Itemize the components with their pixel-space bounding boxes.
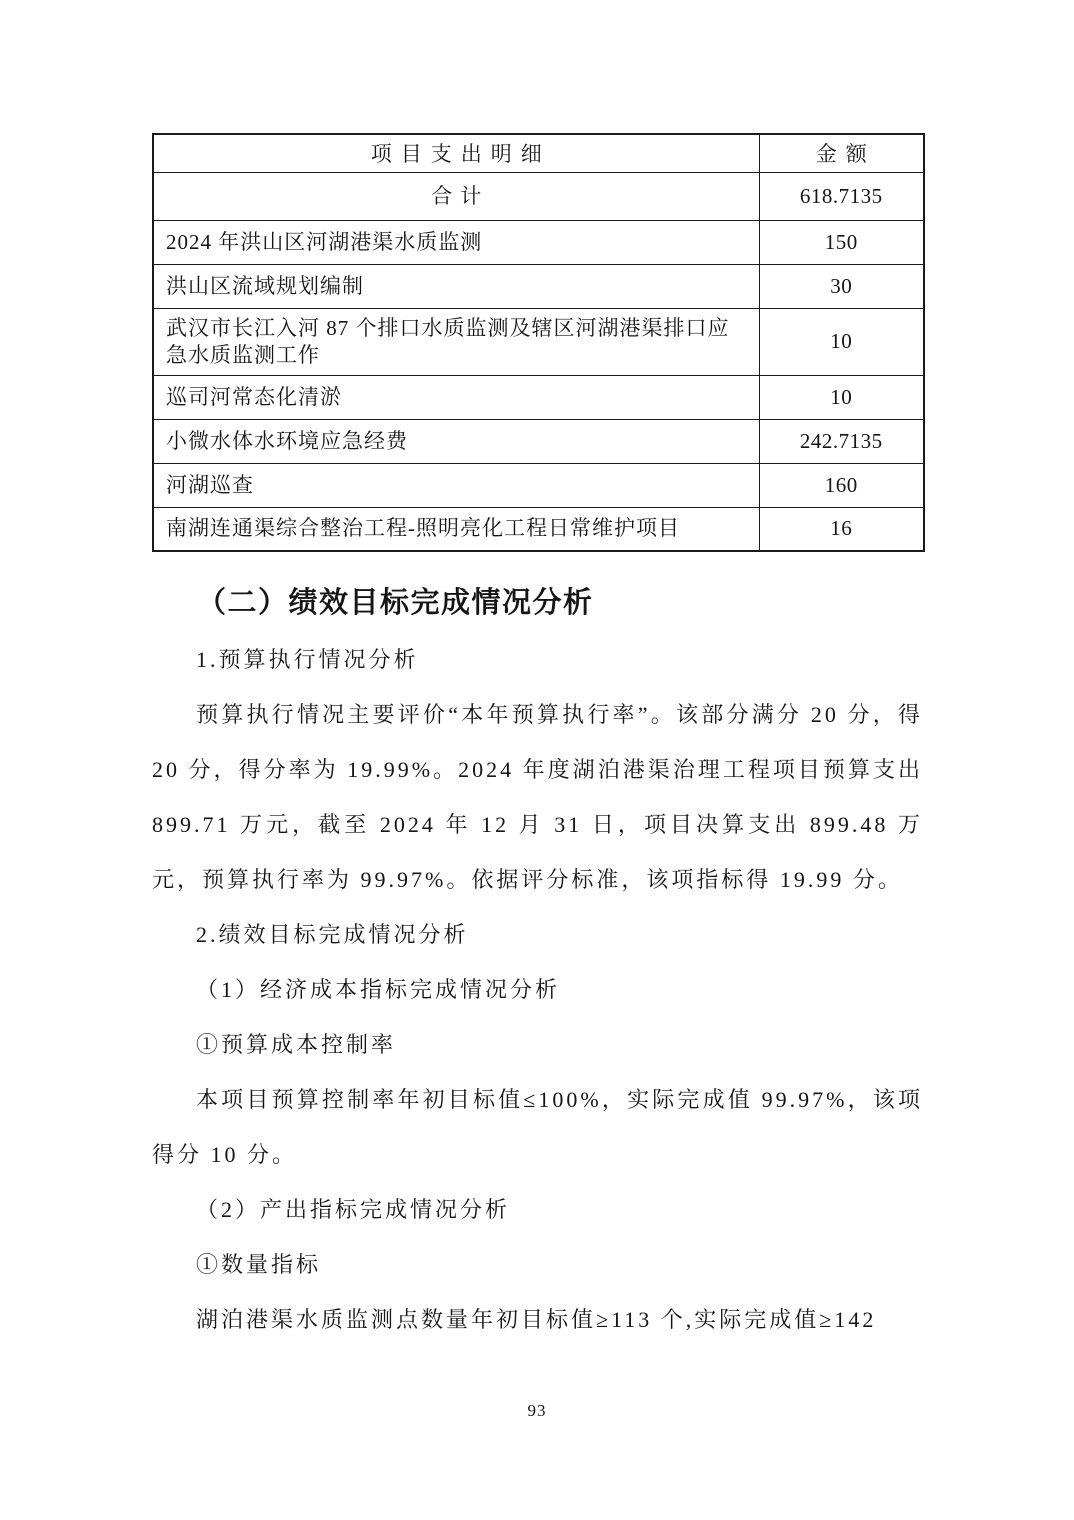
row-label: 小微水体水环境应急经费 xyxy=(153,419,759,463)
row-label: 2024 年洪山区河湖港渠水质监测 xyxy=(153,220,759,264)
row-amount: 10 xyxy=(759,375,924,419)
expense-detail-table xyxy=(152,133,925,552)
row-label: 巡司河常态化清淤 xyxy=(153,375,759,419)
row-label: 河湖巡查 xyxy=(153,463,759,507)
document-content xyxy=(152,133,923,1347)
item2-heading: 2.绩效目标完成情况分析 xyxy=(196,922,469,947)
table-row xyxy=(153,264,924,308)
table-header-row xyxy=(153,134,924,172)
page-number: 93 xyxy=(527,1401,547,1420)
table-row xyxy=(153,220,924,264)
table-row xyxy=(153,419,924,463)
table-row xyxy=(153,507,924,551)
row-label: 洪山区流域规划编制 xyxy=(153,264,759,308)
row-label: 武汉市长江入河 87 个排口水质监测及辖区河湖港渠排口应急水质监测工作 xyxy=(153,308,759,375)
row-label: 南湖连通渠综合整治工程-照明亮化工程日常维护项目 xyxy=(153,507,759,551)
row-amount: 242.7135 xyxy=(759,419,924,463)
table-row xyxy=(153,308,924,375)
indicator1-heading: ①预算成本控制率 xyxy=(196,1032,397,1057)
total-amount: 618.7135 xyxy=(759,172,924,220)
row-amount: 150 xyxy=(759,220,924,264)
sub1-heading: （1）经济成本指标完成情况分析 xyxy=(196,977,561,1002)
sub2-heading: （2）产出指标完成情况分析 xyxy=(196,1197,511,1222)
row-amount: 30 xyxy=(759,264,924,308)
table-row xyxy=(153,375,924,419)
column-header-detail: 项目支出明细 xyxy=(153,134,759,172)
analysis-section xyxy=(152,574,923,1347)
row-amount: 10 xyxy=(759,308,924,375)
table-row xyxy=(153,463,924,507)
total-label: 合计 xyxy=(153,172,759,220)
table-total-row xyxy=(153,172,924,220)
row-amount: 16 xyxy=(759,507,924,551)
paragraph-cost-control: 本项目预算控制率年初目标值≤100%，实际完成值 99.97%，该项得分 10 分。 xyxy=(152,1087,923,1167)
indicator2-heading: ①数量指标 xyxy=(196,1252,322,1277)
column-header-amount: 金额 xyxy=(759,134,924,172)
paragraph-budget-execution: 预算执行情况主要评价“本年预算执行率”。该部分满分 20 分，得 20 分，得分率为 19.99%。2024 年度湖泊港渠治理工程项目预算支出 899.71 万元，截至 2024 年 12 月 31 日，项目决算支出 899.48 万元，预算执行率为 99.97%。依据评分标准，该项指标得 19.99 分。 xyxy=(152,702,923,892)
paragraph-quantity-indicator: 湖泊港渠水质监测点数量年初目标值≥113 个,实际完成值≥142 xyxy=(196,1307,877,1332)
item1-heading: 1.预算执行情况分析 xyxy=(196,647,419,672)
section-heading: （二）绩效目标完成情况分析 xyxy=(196,587,594,619)
row-amount: 160 xyxy=(759,463,924,507)
